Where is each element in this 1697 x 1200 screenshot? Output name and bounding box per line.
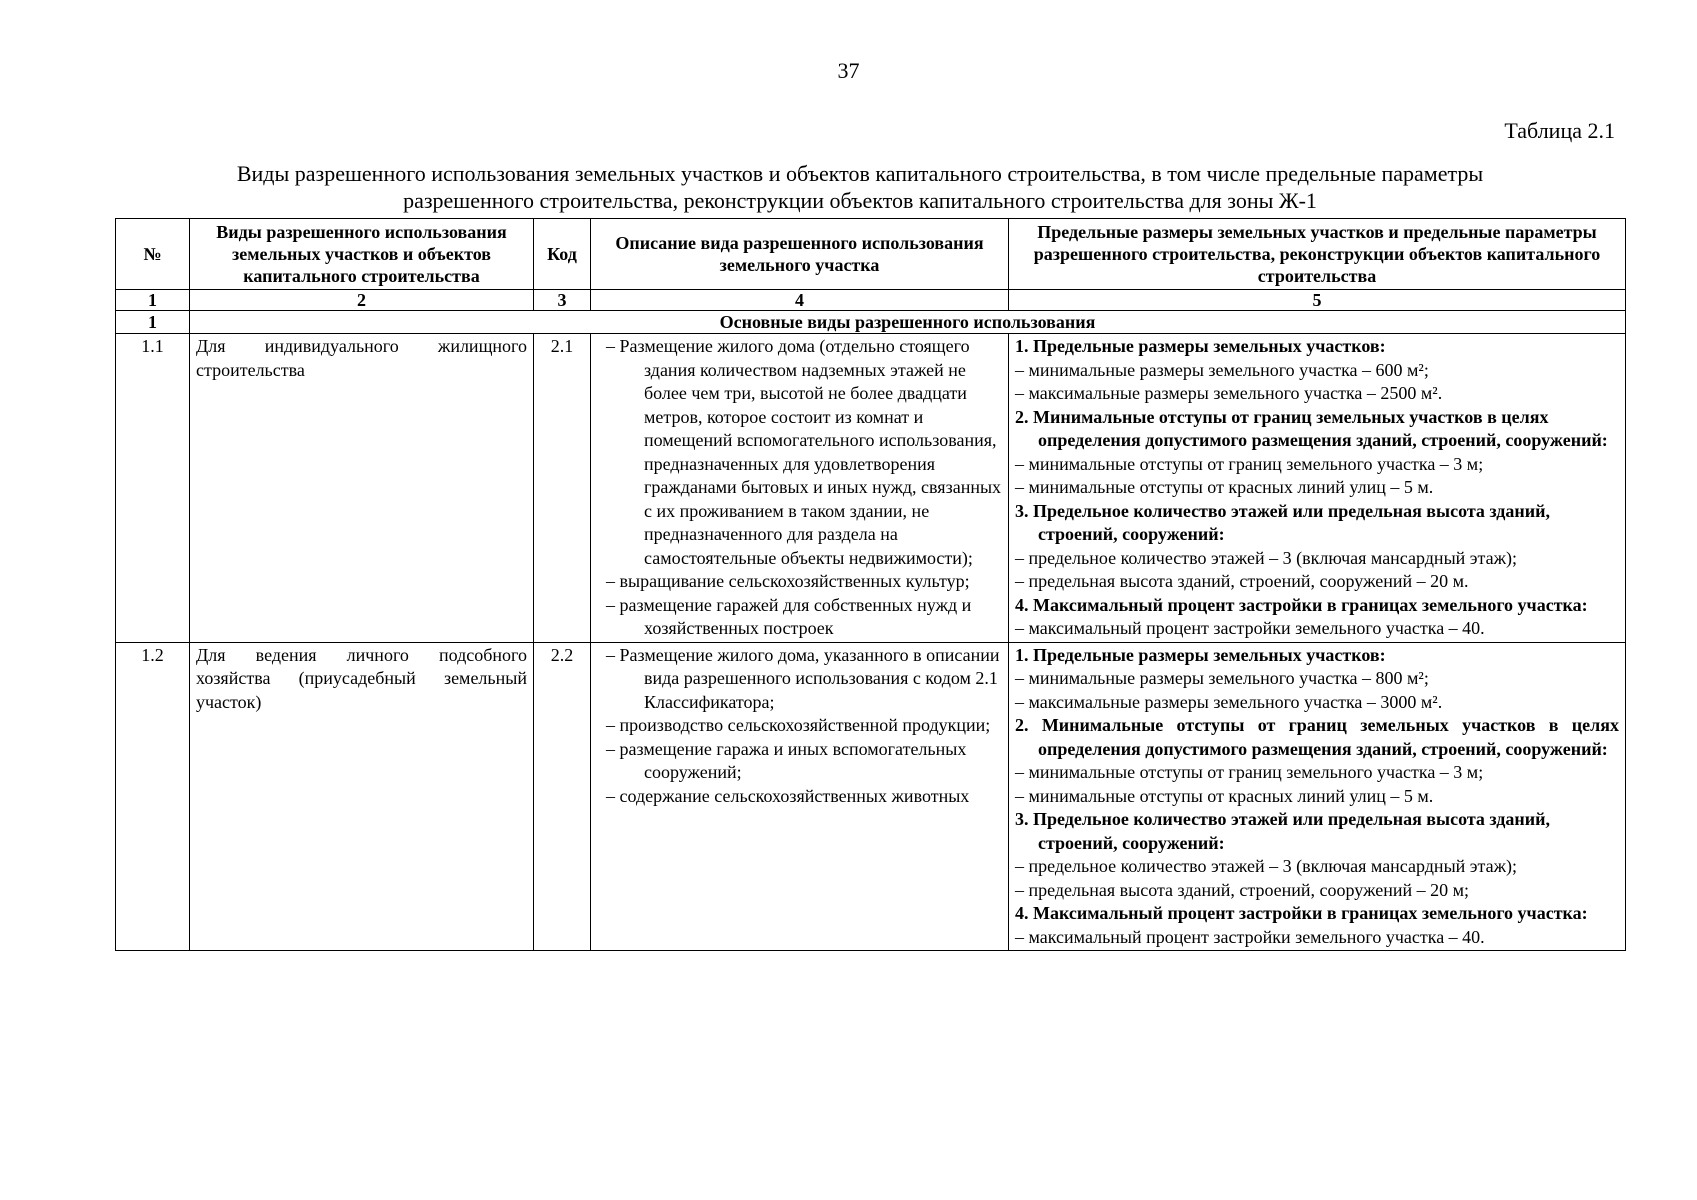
description-item: – содержание сельскохозяйственных животных	[606, 785, 970, 806]
row-number: 1.1	[116, 334, 190, 643]
param-heading: 2. Минимальные отступы от границ земельных участков в целях определения допустимого размещения зданий, строений, сооружений:	[1015, 406, 1608, 450]
row-description	[591, 642, 1009, 951]
description-item: – размещение гаражей для собственных нужд и хозяйственных построек	[606, 594, 972, 638]
param-item: – максимальный процент застройки земельного участка – 40.	[1015, 926, 1485, 947]
param-item: – предельное количество этажей – 3 (включая мансардный этаж);	[1015, 547, 1518, 568]
param-item: – минимальные отступы от красных линий улиц – 5 м.	[1015, 477, 1434, 497]
description-item: – Размещение жилого дома, указанного в описании вида разрешенного использования с кодом 2.1 Классификатора;	[606, 644, 1000, 712]
header-name: Виды разрешенного использования земельных участков и объектов капитального строительства	[190, 219, 534, 290]
param-item: – минимальные размеры земельного участка – 800 м²;	[1015, 668, 1429, 688]
param-item: – предельная высота зданий, строений, сооружений – 20 м;	[1015, 879, 1470, 900]
header-row	[116, 219, 1626, 290]
page-number: 37	[837, 58, 860, 83]
row-code: 2.2	[534, 642, 591, 951]
title-line-2: разрешенного строительства, реконструкции объектов капитального строительства для зоны Ж-1	[403, 188, 1317, 213]
header-description: Описание вида разрешенного использования земельного участка	[591, 219, 1009, 290]
description-item: – размещение гаража и иных вспомогательных сооружений;	[606, 738, 967, 782]
land-use-table	[115, 218, 1626, 951]
section-title: Основные виды разрешенного использования	[190, 311, 1626, 334]
param-item: – минимальные отступы от границ земельного участка – 3 м;	[1015, 762, 1484, 782]
param-item: – минимальные отступы от границ земельного участка – 3 м;	[1015, 453, 1484, 474]
header-params: Предельные размеры земельных участков и предельные параметры разрешенного строительства, реконструкции объектов капитального строительства	[1009, 219, 1626, 290]
section-row	[116, 311, 1626, 334]
section-number: 1	[116, 311, 190, 334]
title-line-1: Виды разрешенного использования земельных участков и объектов капитального строительства, в том числе предельные параметры	[236, 161, 1484, 186]
document-title	[160, 160, 1560, 214]
param-heading: 3. Предельное количество этажей или предельная высота зданий, строений, сооружений:	[1015, 500, 1551, 544]
param-item: – максимальные размеры земельного участка – 2500 м².	[1015, 383, 1443, 403]
param-heading: 4. Максимальный процент застройки в границах земельного участка:	[1015, 594, 1588, 615]
header-num: №	[116, 219, 190, 290]
row-number: 1.2	[116, 642, 190, 951]
param-heading: 3. Предельное количество этажей или предельная высота зданий, строений, сооружений:	[1015, 809, 1551, 853]
table-row	[116, 334, 1626, 643]
param-item: – максимальные размеры земельного участка – 3000 м².	[1015, 691, 1443, 712]
row-use-type: Для ведения личного подсобного хозяйства (приусадебный земельный участок)	[190, 642, 534, 951]
row-code: 2.1	[534, 334, 591, 643]
description-item: – выращивание сельскохозяйственных культур;	[606, 571, 970, 591]
row-parameters	[1009, 642, 1626, 951]
description-item: – производство сельскохозяйственной продукции;	[606, 715, 991, 735]
row-description	[591, 334, 1009, 643]
param-item: – минимальные размеры земельного участка – 600 м²;	[1015, 359, 1429, 380]
param-heading: 2. Минимальные отступы от границ земельных участков в целях определения допустимого размещения зданий, строений, сооружений:	[1015, 715, 1619, 759]
column-number-row	[116, 290, 1626, 311]
param-heading: 4. Максимальный процент застройки в границах земельного участка:	[1015, 903, 1588, 923]
row-use-type: Для индивидуального жилищного строительства	[190, 334, 534, 643]
param-item: – предельная высота зданий, строений, сооружений – 20 м.	[1015, 571, 1469, 591]
param-item: – минимальные отступы от красных линий улиц – 5 м.	[1015, 785, 1434, 806]
header-code: Код	[534, 219, 591, 290]
column-number: 3	[534, 290, 591, 311]
column-number: 5	[1009, 290, 1626, 311]
row-parameters	[1009, 334, 1626, 643]
table-row	[116, 642, 1626, 951]
column-number: 4	[591, 290, 1009, 311]
param-heading: 1. Предельные размеры земельных участков:	[1015, 336, 1386, 356]
param-item: – максимальный процент застройки земельного участка – 40.	[1015, 618, 1485, 638]
column-number: 2	[190, 290, 534, 311]
param-heading: 1. Предельные размеры земельных участков:	[1015, 644, 1386, 665]
column-number: 1	[116, 290, 190, 311]
param-item: – предельное количество этажей – 3 (включая мансардный этаж);	[1015, 856, 1518, 876]
table-label: Таблица 2.1	[1504, 118, 1615, 143]
description-item: – Размещение жилого дома (отдельно стоящего здания количеством надземных этажей не более чем три, высотой не более двадцати метров, которое состоит из комнат и помещений вспомогательного использования, предназначенных для удовлетворения гражданами бытовых и иных нужд, связанных с их проживанием в таком здании, не предназначенного для раздела на самостоятельные объекты недвижимости);	[606, 336, 1002, 568]
